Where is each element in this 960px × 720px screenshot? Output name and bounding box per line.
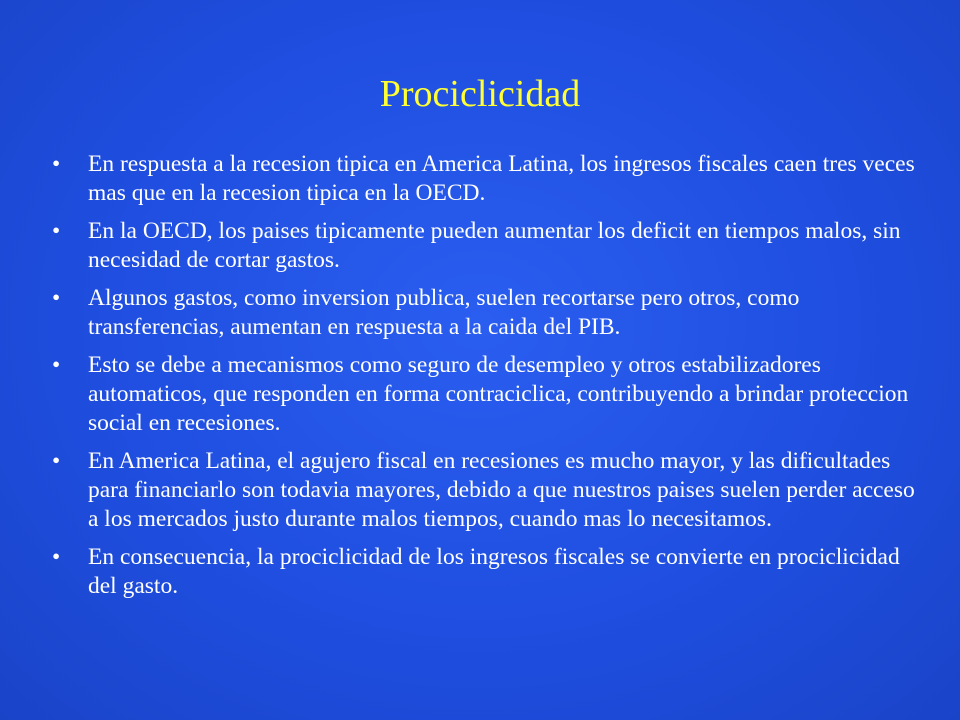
bullet-text: En la OECD, los paises tipicamente pueden aumentar los deficit en tiempos malos, sin necesidad de cortar gastos. (88, 218, 901, 273)
bullet-dot-icon: • (52, 285, 61, 311)
bullet-item (52, 150, 922, 208)
bullet-text: Esto se debe a mecanismos como seguro de desempleo y otros estabilizadores automaticos, que responden en forma contraciclica, contribuyendo a brindar proteccion social en recesiones. (88, 352, 909, 436)
bullet-dot-icon: • (52, 448, 61, 474)
bullet-dot-icon: • (52, 151, 61, 177)
bullet-item (52, 543, 922, 601)
bullet-text: En America Latina, el agujero fiscal en recesiones es mucho mayor, y las dificultades para financiarlo son todavia mayores, debido a que nuestros paises suelen perder acceso a los mercados justo durante malos tiempos, cuando mas lo necesitamos. (88, 448, 915, 532)
bullet-dot-icon: • (52, 352, 61, 378)
bullet-item (52, 284, 922, 342)
bullet-dot-icon: • (52, 544, 61, 570)
bullet-item (52, 217, 922, 275)
bullet-dot-icon: • (52, 218, 61, 244)
bullet-text: En consecuencia, la prociclicidad de los ingresos fiscales se convierte en prociclicidad del gasto. (88, 544, 900, 599)
slide-title: Prociclicidad (379, 73, 581, 115)
bullet-text: Algunos gastos, como inversion publica, suelen recortarse pero otros, como transferencias, aumentan en respuesta a la caida del PIB. (88, 285, 800, 340)
bullet-item (52, 447, 922, 534)
bullet-item (52, 351, 922, 438)
bullet-list (52, 150, 922, 610)
bullet-text: En respuesta a la recesion tipica en America Latina, los ingresos fiscales caen tres veces mas que en la recesion tipica en la OECD. (88, 151, 915, 206)
